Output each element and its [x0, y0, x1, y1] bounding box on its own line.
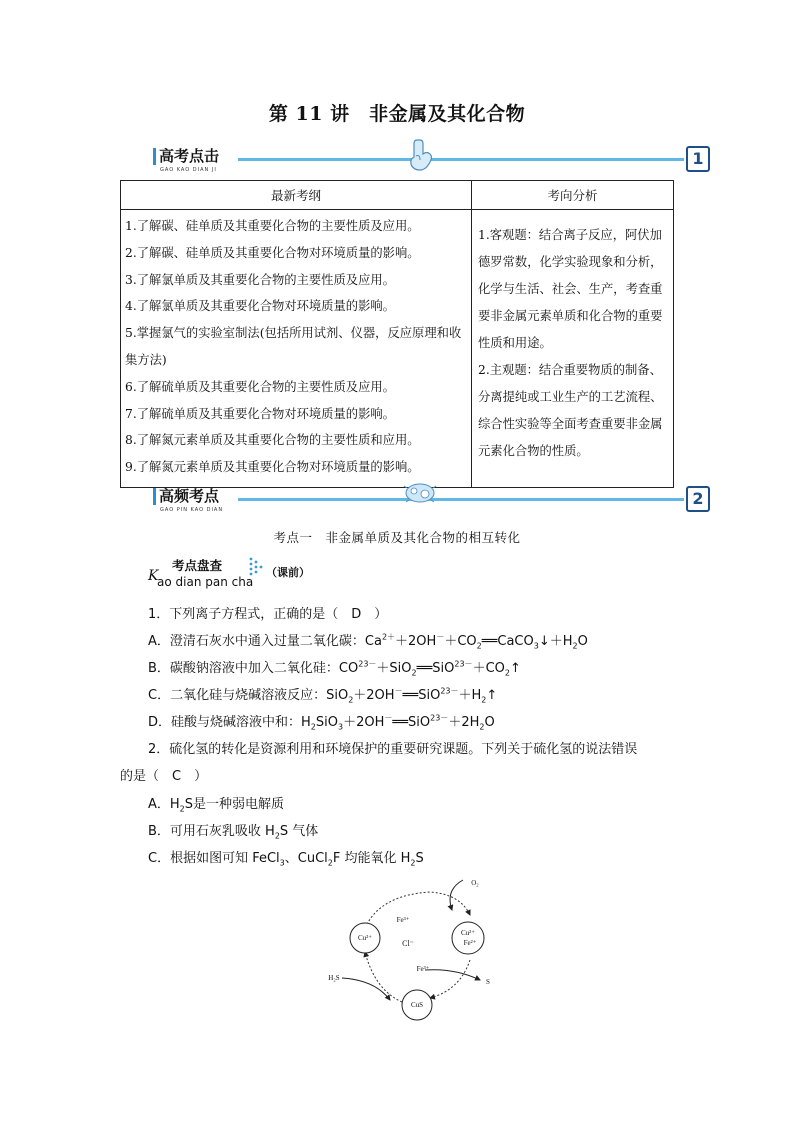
s-arrow	[425, 970, 480, 980]
requirements-cell	[121, 210, 472, 488]
center-cl-label: Cl⁻	[402, 939, 414, 948]
pandian-label: 考点盘查	[172, 558, 223, 573]
cycle-arrow-left	[365, 952, 402, 1002]
banner-line	[238, 158, 684, 161]
h2s-arrow	[342, 978, 390, 1000]
pandian-pinyin-k: K	[148, 568, 159, 584]
banner-pinyin: GAO KAO DIAN JI	[160, 167, 217, 173]
q2-option-a: A．$H_2S$是一种弱电解质	[148, 797, 285, 814]
banner-pinyin: GAO PIN KAO DIAN	[160, 507, 224, 513]
pandian-header	[148, 556, 348, 596]
pandian-tag: （课前）	[266, 566, 310, 579]
h2s-label: H₂S	[328, 974, 340, 982]
cycle-arrow-right	[430, 960, 470, 998]
q2-stem-line2: 的是（ C ）	[120, 769, 208, 784]
o2-label: O₂	[471, 879, 479, 887]
pointing-hand-icon	[408, 138, 438, 172]
banner-gaokao-dianji	[150, 146, 710, 176]
q1-option-c: C．二氧化硅与烧碱溶液反应：$SiO_2+2OH^-══SiO^{23-}+H_2↑$	[148, 686, 498, 705]
h2s-conversion-diagram	[320, 870, 510, 1030]
banner-label: 高考点击	[153, 148, 219, 165]
requirement-item: 2.了解碳、硅单质及其重要化合物对环境质量的影响。	[125, 245, 420, 260]
page-title: 第 11 讲 非金属及其化合物	[268, 103, 526, 125]
q2-option-c: C．根据如图可知 FeCl$_3$、CuCl$_2$F 均能氧化 $H_2S$	[148, 851, 424, 868]
analysis-item: 1.客观题：结合离子反应，阿伏加德罗常数，化学实验现象和分析，化学与生活、社会、生产，考查重要非金属元素单质和化合物的重要性质和用途。	[478, 228, 663, 350]
node-cus-label: CuS	[410, 1001, 424, 1009]
q1-option-a: A．澄清石灰水中通入过量二氧化碳：$Ca^{2+}+2OH^-+CO_2══CaCO_3↓+H_2O$	[148, 632, 588, 651]
q1-stem: 1．下列离子方程式，正确的是（ D ）	[148, 607, 388, 622]
pandian-pinyin: ao dian pan cha	[157, 575, 254, 589]
banner-line	[238, 498, 684, 501]
node-cu2-label: Cu²⁺	[358, 934, 372, 942]
requirement-item: 1.了解碳、硅单质及其重要化合物的主要性质及应用。	[125, 219, 420, 233]
requirement-item: 5.掌握氯气的实验室制法(包括所用试剂、仪器，反应原理和收集方法)	[125, 326, 462, 367]
table-header-requirements: 最新考纲	[121, 181, 472, 210]
section-title: 考点一 非金属单质及其化合物的相互转化	[273, 530, 521, 545]
node-cu2-fe2-label-1: Cu²⁺	[461, 929, 475, 937]
requirement-item: 7.了解硫单质及其重要化合物对环境质量的影响。	[125, 406, 395, 421]
banner-number: 2	[686, 486, 710, 512]
requirement-item: 6.了解硫单质及其重要化合物的主要性质及应用。	[125, 379, 395, 394]
q1-option-d: D．硅酸与烧碱溶液中和：$H_2SiO_3+2OH^-══SiO^{23-}+2H_2O$	[148, 713, 495, 732]
fe3-mid-label: Fe³⁺	[416, 965, 430, 973]
q2-stem-line1: 2．硫化氢的转化是资源利用和环境保护的重要研究课题。下列关于硫化氢的说法错误	[148, 742, 638, 757]
node-cu2-fe2-label-2: Fe²⁺	[463, 939, 477, 947]
node-cu2-fe2-circle	[452, 922, 484, 954]
o2-arrow	[450, 880, 463, 910]
requirement-item: 9.了解氮元素单质及其重要化合物对环境质量的影响。	[125, 460, 420, 475]
banner-gaopin-kaodian	[150, 486, 710, 516]
table-header-analysis: 考向分析	[472, 181, 674, 210]
analysis-item: 2.主观题：结合重要物质的制备、分离提纯或工业生产的工艺流程、综合性实验等全面考查重要非金属元素化合物的性质。	[478, 363, 663, 458]
outline-table	[120, 180, 674, 488]
cycle-arrow-top	[365, 892, 470, 928]
chevron-right-icon	[248, 556, 266, 578]
s-label: S	[486, 978, 490, 986]
requirement-item: 4.了解氯单质及其重要化合物对环境质量的影响。	[125, 299, 395, 314]
q1-option-b: B．碳酸钠溶液中加入二氧化硅：$CO^{23-}+SiO_2══SiO^{23-}+CO_2↑$	[148, 659, 521, 678]
analysis-cell	[472, 210, 674, 488]
banner-label: 高频考点	[153, 488, 219, 505]
sparkle-deco-icon	[400, 478, 440, 508]
fe3-top-label: Fe³⁺	[396, 916, 410, 924]
q2-option-b: B．可用石灰乳吸收 $H_2S$ 气体	[148, 824, 319, 841]
requirement-item: 8.了解氮元素单质及其重要化合物的主要性质和应用。	[125, 433, 420, 448]
banner-number: 1	[686, 146, 710, 172]
requirement-item: 3.了解氯单质及其重要化合物的主要性质及应用。	[125, 272, 395, 287]
